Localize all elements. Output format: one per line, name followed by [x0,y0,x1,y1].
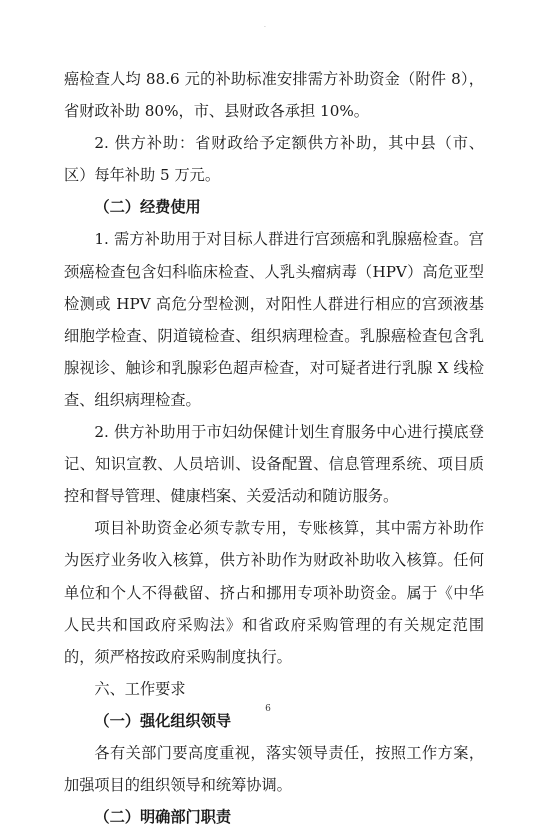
heading-department-duties: （二）明确部门职责 [94,808,232,827]
top-mark: · [264,24,266,31]
page-number: 6 [265,704,271,714]
paragraph-leadership: 各有关部门要高度重视，落实领导责任，按照工作方案，加强项目的组织领导和统筹协调。 [64,743,484,795]
paragraph-supply-usage: 2. 供方补助用于市妇幼保健计划生育服务中心进行摸底登记、知识宣教、人员培训、设备配置、信息管理系统、项目质控和督导管理、健康档案、关爱活动和随访服务。 [64,423,484,506]
heading-strengthen-leadership: （一）强化组织领导 [94,711,232,730]
heading-fund-usage: （二）经费使用 [94,198,201,217]
heading-work-requirements: 六、工作要求 [94,679,186,698]
paragraph-supply-subsidy: 2. 供方补助：省财政给予定额供方补助，其中县（市、区）每年补助 5 万元。 [64,134,484,185]
document-body [64,63,484,833]
paragraph-demand-usage: 1. 需方补助用于对目标人群进行宫颈癌和乳腺癌检查。宫颈癌检查包含妇科临床检查、人乳头瘤病毒（HPV）高危亚型检测或 HPV 高危分型检测，对阳性人群进行相应的宫颈液基细胞学检查、阴道镜检查、组织病理检查。乳腺癌检查包含乳腺视诊、触诊和乳腺彩色超声检查，对可疑者进行乳腺 X 线检查、组织病理检查。 [64,230,484,409]
paragraph-fund-management: 项目补助资金必须专款专用，专账核算，其中需方补助作为医疗业务收入核算，供方补助作为财政补助收入核算。任何单位和个人不得截留、挤占和挪用专项补助资金。属于《中华人民共和国政府采购法》和省政府采购管理的有关规定范围的，须严格按政府采购制度执行。 [64,519,484,666]
paragraph-funding-ratio: 癌检查人均 88.6 元的补助标准安排需方补助资金（附件 8），省财政补助 80%，市、县财政各承担 10%。 [64,70,484,121]
